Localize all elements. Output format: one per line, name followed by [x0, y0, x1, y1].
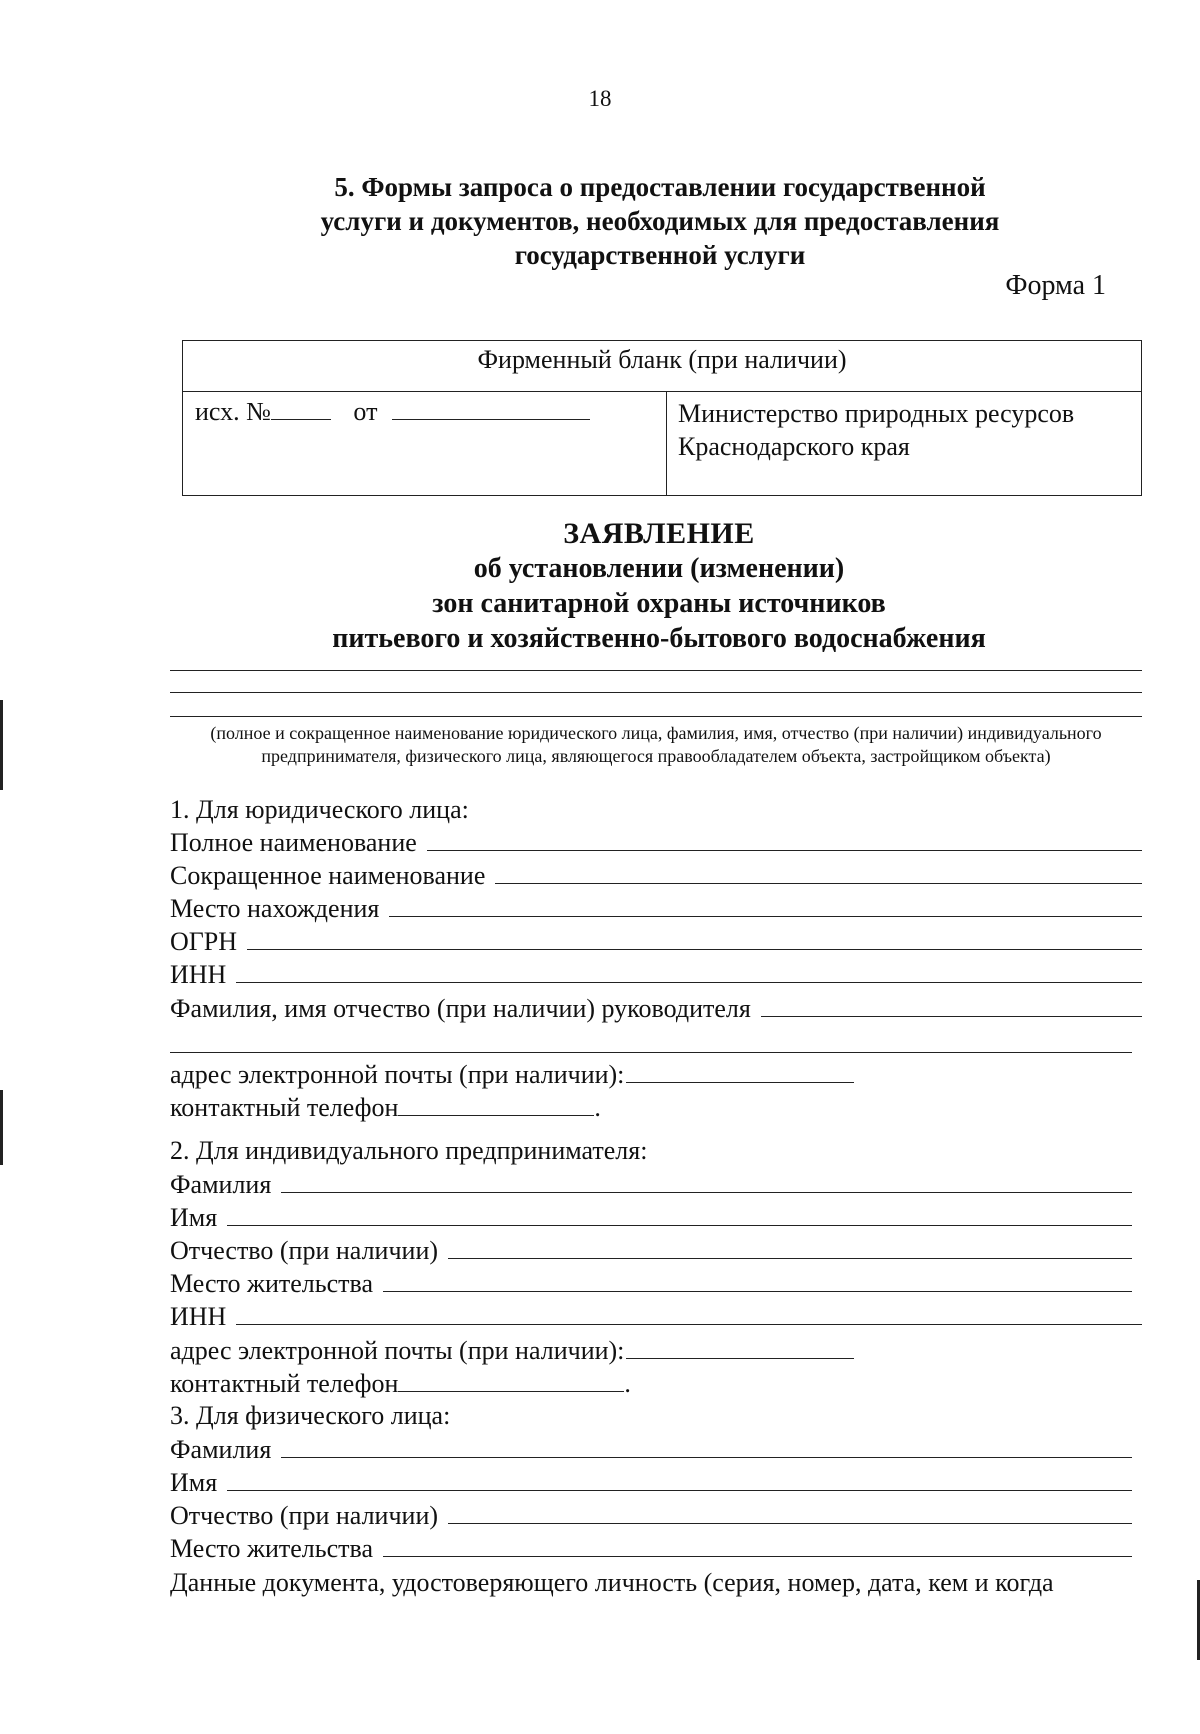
ind-name-label: Имя — [170, 1468, 218, 1497]
legal-inn-row — [170, 958, 1142, 991]
ind-name-field[interactable] — [227, 1466, 1132, 1491]
individual-heading: 3. Для физического лица: — [170, 1401, 451, 1430]
legal-inn-field[interactable] — [236, 958, 1142, 983]
ind-patronymic-row — [170, 1499, 1132, 1532]
ent-email-label: адрес электронной почты (при наличии): — [170, 1336, 625, 1365]
legal-ogrn-label: ОГРН — [170, 927, 238, 956]
applicant-name-line-3[interactable] — [170, 716, 1142, 717]
ent-residence-field[interactable] — [383, 1267, 1132, 1292]
ind-name-row — [170, 1466, 1132, 1499]
letterhead-blank-title: Фирменный бланк (при наличии) — [477, 345, 847, 374]
legal-ogrn-row — [170, 925, 1142, 958]
legal-short-name-label: Сокращенное наименование — [170, 861, 486, 890]
ent-phone-period: . — [624, 1369, 631, 1398]
form-label: Форма 1 — [1005, 270, 1106, 301]
ent-inn-field[interactable] — [236, 1300, 1142, 1325]
ent-name-label: Имя — [170, 1203, 218, 1232]
ind-surname-row — [170, 1433, 1132, 1466]
ent-patronymic-row — [170, 1234, 1132, 1267]
section-title: 5. Формы запроса о предоставлении государственной услуги и документов, необходимых для предоставления государственной услуги — [320, 172, 1000, 270]
legal-head-name-row — [170, 992, 1142, 1025]
ent-patronymic-field[interactable] — [448, 1234, 1132, 1259]
legal-full-name-field[interactable] — [427, 826, 1142, 851]
outgoing-date-field[interactable] — [392, 397, 590, 420]
legal-ogrn-field[interactable] — [247, 925, 1142, 950]
ent-phone-row — [170, 1367, 631, 1400]
letterhead-divider — [183, 391, 1141, 392]
ent-phone-field[interactable] — [398, 1367, 624, 1392]
ind-residence-label: Место жительства — [170, 1534, 374, 1563]
scan-edge-mark — [0, 1090, 3, 1165]
ent-email-row — [170, 1334, 854, 1367]
legal-email-field[interactable] — [626, 1058, 854, 1083]
legal-location-row — [170, 892, 1142, 925]
legal-location-field[interactable] — [389, 892, 1142, 917]
ent-surname-label: Фамилия — [170, 1170, 272, 1199]
letterhead-column-separator — [666, 391, 667, 495]
ent-surname-row — [170, 1168, 1132, 1201]
legal-entity-heading: 1. Для юридического лица: — [170, 795, 469, 824]
legal-full-name-label: Полное наименование — [170, 828, 417, 857]
legal-head-name-field[interactable] — [761, 992, 1142, 1017]
page-number: 18 — [588, 86, 612, 111]
ind-patronymic-field[interactable] — [448, 1499, 1132, 1524]
application-title — [0, 516, 1200, 656]
legal-short-name-field[interactable] — [495, 859, 1142, 884]
ent-name-row — [170, 1201, 1132, 1234]
legal-email-label: адрес электронной почты (при наличии): — [170, 1060, 625, 1089]
ind-surname-field[interactable] — [281, 1433, 1132, 1458]
ent-surname-field[interactable] — [281, 1168, 1132, 1193]
legal-location-label: Место нахождения — [170, 894, 380, 923]
addressee-line-2: Краснодарского края — [678, 432, 910, 461]
addressee — [678, 397, 1074, 463]
legal-email-row — [170, 1058, 854, 1091]
ind-surname-label: Фамилия — [170, 1435, 272, 1464]
legal-phone-period: . — [594, 1093, 601, 1122]
ent-residence-label: Место жительства — [170, 1269, 374, 1298]
applicant-hint: (полное и сокращенное наименование юридического лица, фамилия, имя, отчество (при наличии) индивидуального предпринимателя, физического лица, являющегося правообладателем объекта, застройщиком объекта) — [210, 723, 1102, 766]
application-subtitle-3: питьевого и хозяйственно-бытового водоснабжения — [332, 623, 986, 654]
letterhead-table — [182, 340, 1142, 496]
ent-patronymic-label: Отчество (при наличии) — [170, 1236, 439, 1265]
legal-head-name-continuation[interactable] — [170, 1052, 1132, 1053]
entrepreneur-heading: 2. Для индивидуального предпринимателя: — [170, 1136, 648, 1165]
legal-phone-row — [170, 1091, 601, 1124]
ind-residence-field[interactable] — [383, 1532, 1132, 1557]
legal-phone-field[interactable] — [398, 1091, 594, 1116]
outgoing-number-label: исх. № — [195, 397, 271, 426]
application-subtitle-2: зон санитарной охраны источников — [432, 588, 886, 619]
outgoing-number-line — [195, 397, 590, 427]
legal-inn-label: ИНН — [170, 960, 227, 989]
legal-phone-label: контактный телефон — [170, 1093, 399, 1122]
ind-residence-row — [170, 1532, 1132, 1565]
ind-patronymic-label: Отчество (при наличии) — [170, 1501, 439, 1530]
ent-inn-row — [170, 1300, 1142, 1333]
outgoing-date-label: от — [353, 397, 378, 426]
application-subtitle-1: об установлении (изменении) — [473, 553, 845, 584]
legal-short-name-row — [170, 859, 1142, 892]
outgoing-number-field[interactable] — [271, 397, 331, 420]
addressee-line-1: Министерство природных ресурсов — [678, 399, 1075, 428]
ent-phone-label: контактный телефон — [170, 1369, 399, 1398]
legal-full-name-row — [170, 826, 1142, 859]
ent-email-field[interactable] — [626, 1334, 854, 1359]
ent-inn-label: ИНН — [170, 1302, 227, 1331]
legal-head-name-label: Фамилия, имя отчество (при наличии) руководителя — [170, 994, 751, 1023]
ent-name-field[interactable] — [227, 1201, 1132, 1226]
ent-residence-row — [170, 1267, 1132, 1300]
applicant-name-line-1[interactable] — [170, 670, 1142, 671]
applicant-name-line-2[interactable] — [170, 692, 1142, 693]
application-heading: ЗАЯВЛЕНИЕ — [563, 517, 755, 550]
ind-id-document-label: Данные документа, удостоверяющего личность (серия, номер, дата, кем и когда — [170, 1568, 1054, 1597]
scan-edge-mark — [0, 700, 3, 790]
